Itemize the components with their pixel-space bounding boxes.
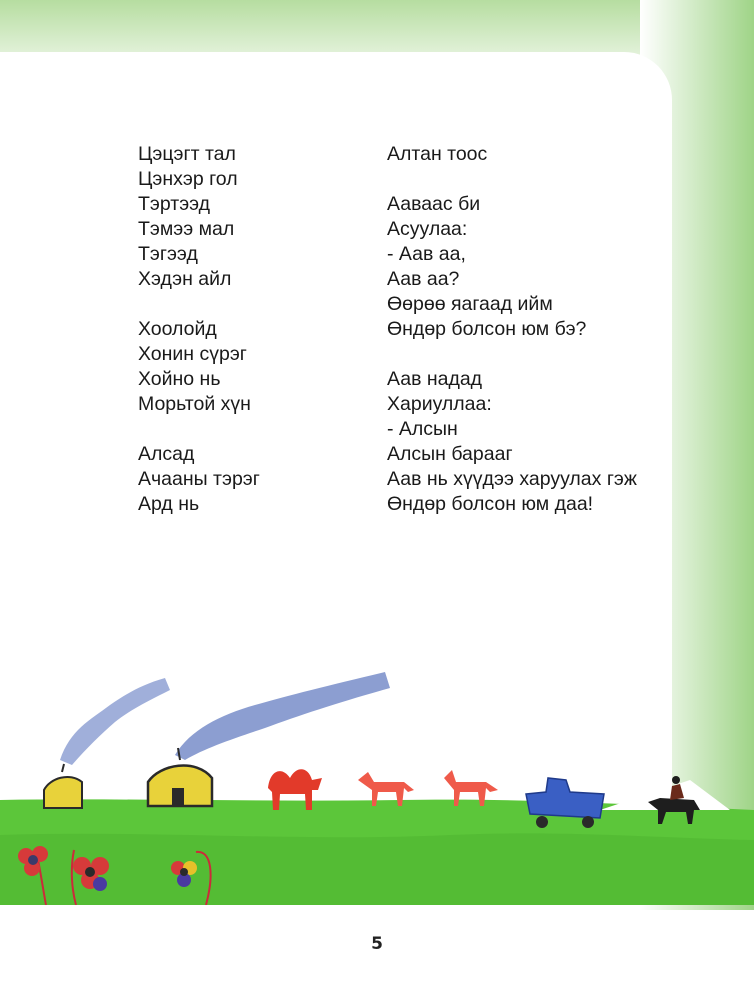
- poem-line: Хойно нь: [138, 368, 221, 390]
- steppe-illustration: [0, 660, 754, 905]
- stanza: [387, 192, 637, 342]
- poem-line: Өөрөө яагаад ийм: [387, 293, 553, 315]
- poem-line: Морьтой хүн: [138, 393, 251, 415]
- poem-left-column: [138, 142, 260, 542]
- stanza: [138, 142, 260, 292]
- stanza: [387, 142, 637, 167]
- poem-line: Өндөр болсон юм даа!: [387, 493, 594, 515]
- stanza: [138, 442, 260, 517]
- poem-line: Цэнхэр гол: [138, 168, 238, 190]
- smoke-plume: [60, 678, 170, 765]
- stanza: [138, 317, 260, 417]
- poem-line: Тэмээ мал: [138, 218, 235, 240]
- poem-line: Аав надад: [387, 368, 483, 390]
- yurt: [148, 748, 212, 806]
- poem-line: Цэцэгт тал: [138, 143, 236, 165]
- poem-line: Тэгээд: [138, 243, 198, 265]
- poem-line: Ачааны тэрэг: [138, 468, 260, 490]
- poem-line: Ааваас би: [387, 193, 481, 215]
- poem-line: Хэдэн айл: [138, 268, 232, 290]
- poem-line: Өндөр болсон юм бэ?: [387, 318, 587, 340]
- stanza: [387, 367, 637, 517]
- poem-line: Аав аа?: [387, 268, 460, 290]
- poem-line: Алсад: [138, 443, 195, 465]
- poem-line: Алсын барааг: [387, 443, 513, 465]
- poem-line: Хоолойд: [138, 318, 217, 340]
- poem-line: Ард нь: [138, 493, 200, 515]
- poem-line: Алтан тоос: [387, 143, 488, 165]
- poem-line: - Аав аа,: [387, 243, 466, 265]
- poem-line: Аав нь хүүдээ харуулах гэж: [387, 468, 637, 490]
- poem-line: Хонин сүрэг: [138, 343, 247, 365]
- poem-line: Хариуллаа:: [387, 393, 492, 415]
- page-number: 5: [371, 934, 383, 954]
- smoke-plume: [175, 672, 390, 760]
- poem-right-column: [387, 142, 637, 542]
- poem-line: - Алсын: [387, 418, 458, 440]
- poem-line: Асуулаа:: [387, 218, 468, 240]
- yurt: [44, 764, 82, 808]
- poem-line: Тэртээд: [138, 193, 211, 215]
